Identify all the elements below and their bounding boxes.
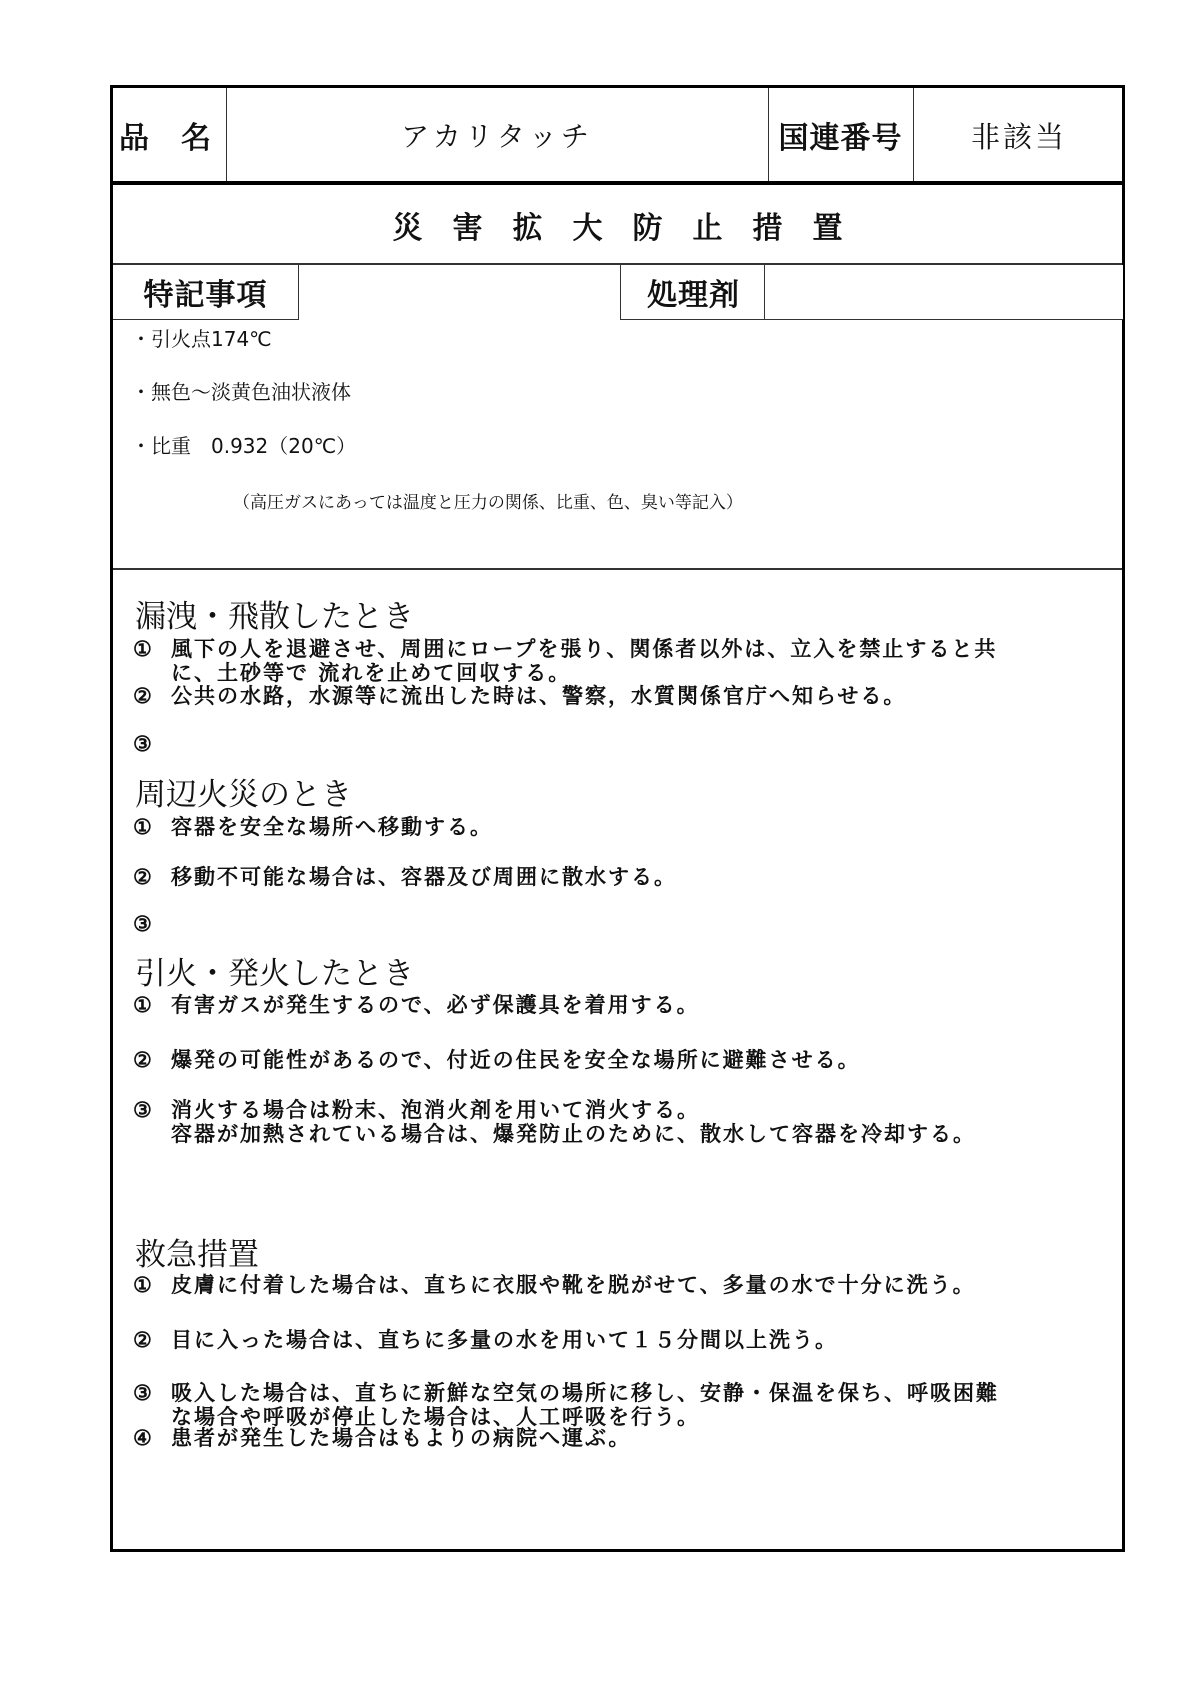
section-heading-ignition: 引火・発火したとき [135,956,414,992]
section-heading-nearby-fire: 周辺火災のとき [135,777,352,813]
item-text: 有害ガスが発生するので、必ず保護具を着用する。 [171,992,700,1017]
item-text: 移動不可能な場合は、容器及び周囲に散水する。 [171,864,677,889]
ignition-item-2 [133,1044,861,1074]
item-text: 容器を安全な場所へ移動する。 [171,814,493,839]
product-name-label: 品 名 [119,121,212,156]
item-number: ② [133,1047,154,1072]
un-number-label: 国連番号 [778,121,903,156]
section-heading-leak: 漏洩・飛散したとき [135,599,414,635]
leak-item-1-cont: に、土砂等で 流れを止めて回収する。 [171,660,572,685]
item-text: 患者が発生した場合はもよりの病院へ運ぶ。 [171,1425,632,1450]
item-text: 目に入った場合は、直ちに多量の水を用いて１５分間以上洗う。 [171,1327,838,1352]
leak-item-3 [133,731,171,756]
first-aid-item-1 [133,1269,976,1299]
item-number: ③ [133,731,154,756]
properties-note: （高圧ガスにあっては温度と圧力の関係、比重、色、臭い等記入） [233,493,743,513]
item-number: ④ [133,1425,154,1450]
document-frame [110,85,1125,1552]
item-text: 爆発の可能性があるので、付近の住民を安全な場所に避難させる。 [171,1047,861,1072]
special-notes-value [298,265,620,319]
treatment-agent-label: 処理剤 [647,278,740,313]
fire-item-3 [133,911,171,936]
fire-item-1 [133,811,493,841]
first-aid-item-3-cont: な場合や呼吸が停止した場合は、人工呼吸を行う。 [171,1404,700,1429]
item-number: ③ [133,911,154,936]
divider [113,568,1122,570]
treatment-agent-cell [620,265,767,320]
item-text: 吸入した場合は、直ちに新鮮な空気の場所に移し、安静・保温を保ち、呼吸困難 [171,1380,999,1405]
item-number: ① [133,1272,154,1297]
item-text: 風下の人を退避させ、周囲にロープを張り、関係者以外は、立入を禁止すると共 [171,636,998,661]
property-specific-gravity: ・比重 0.932（20℃） [131,434,357,458]
property-flash-point: ・引火点174℃ [131,327,272,351]
treatment-agent-value [764,265,1123,320]
un-number-value: 非該当 [970,119,1067,154]
item-number: ② [133,1327,154,1352]
item-number: ① [133,992,154,1017]
first-aid-item-2 [133,1324,838,1354]
product-name: アカリタッチ [401,120,593,153]
leak-item-2 [133,680,906,710]
fire-item-2 [133,861,677,891]
item-number: ② [133,864,154,889]
property-appearance: ・無色～淡黄色油状液体 [131,380,351,404]
item-number: ③ [133,1097,154,1122]
item-text: 皮膚に付着した場合は、直ちに衣服や靴を脱がせて、多量の水で十分に洗う。 [171,1272,976,1297]
ignition-item-3-cont: 容器が加熱されている場合は、爆発防止のために、散水して容器を冷却する。 [171,1121,976,1146]
item-number: ① [133,636,154,661]
section-heading-first-aid: 救急措置 [135,1237,259,1273]
item-text: 消火する場合は粉末、泡消火剤を用いて消火する。 [171,1097,700,1122]
page-title: 災害拡大防止措置 [392,210,873,246]
item-number: ③ [133,1380,154,1405]
special-notes-cell [113,265,299,320]
item-number: ① [133,814,154,839]
first-aid-item-4 [133,1422,631,1452]
special-notes-label: 特記事項 [143,278,268,313]
ignition-item-1 [133,989,700,1019]
item-number: ② [133,683,154,708]
item-text: 公共の水路，水源等に流出した時は、警察，水質関係官庁へ知らせる。 [171,683,907,708]
